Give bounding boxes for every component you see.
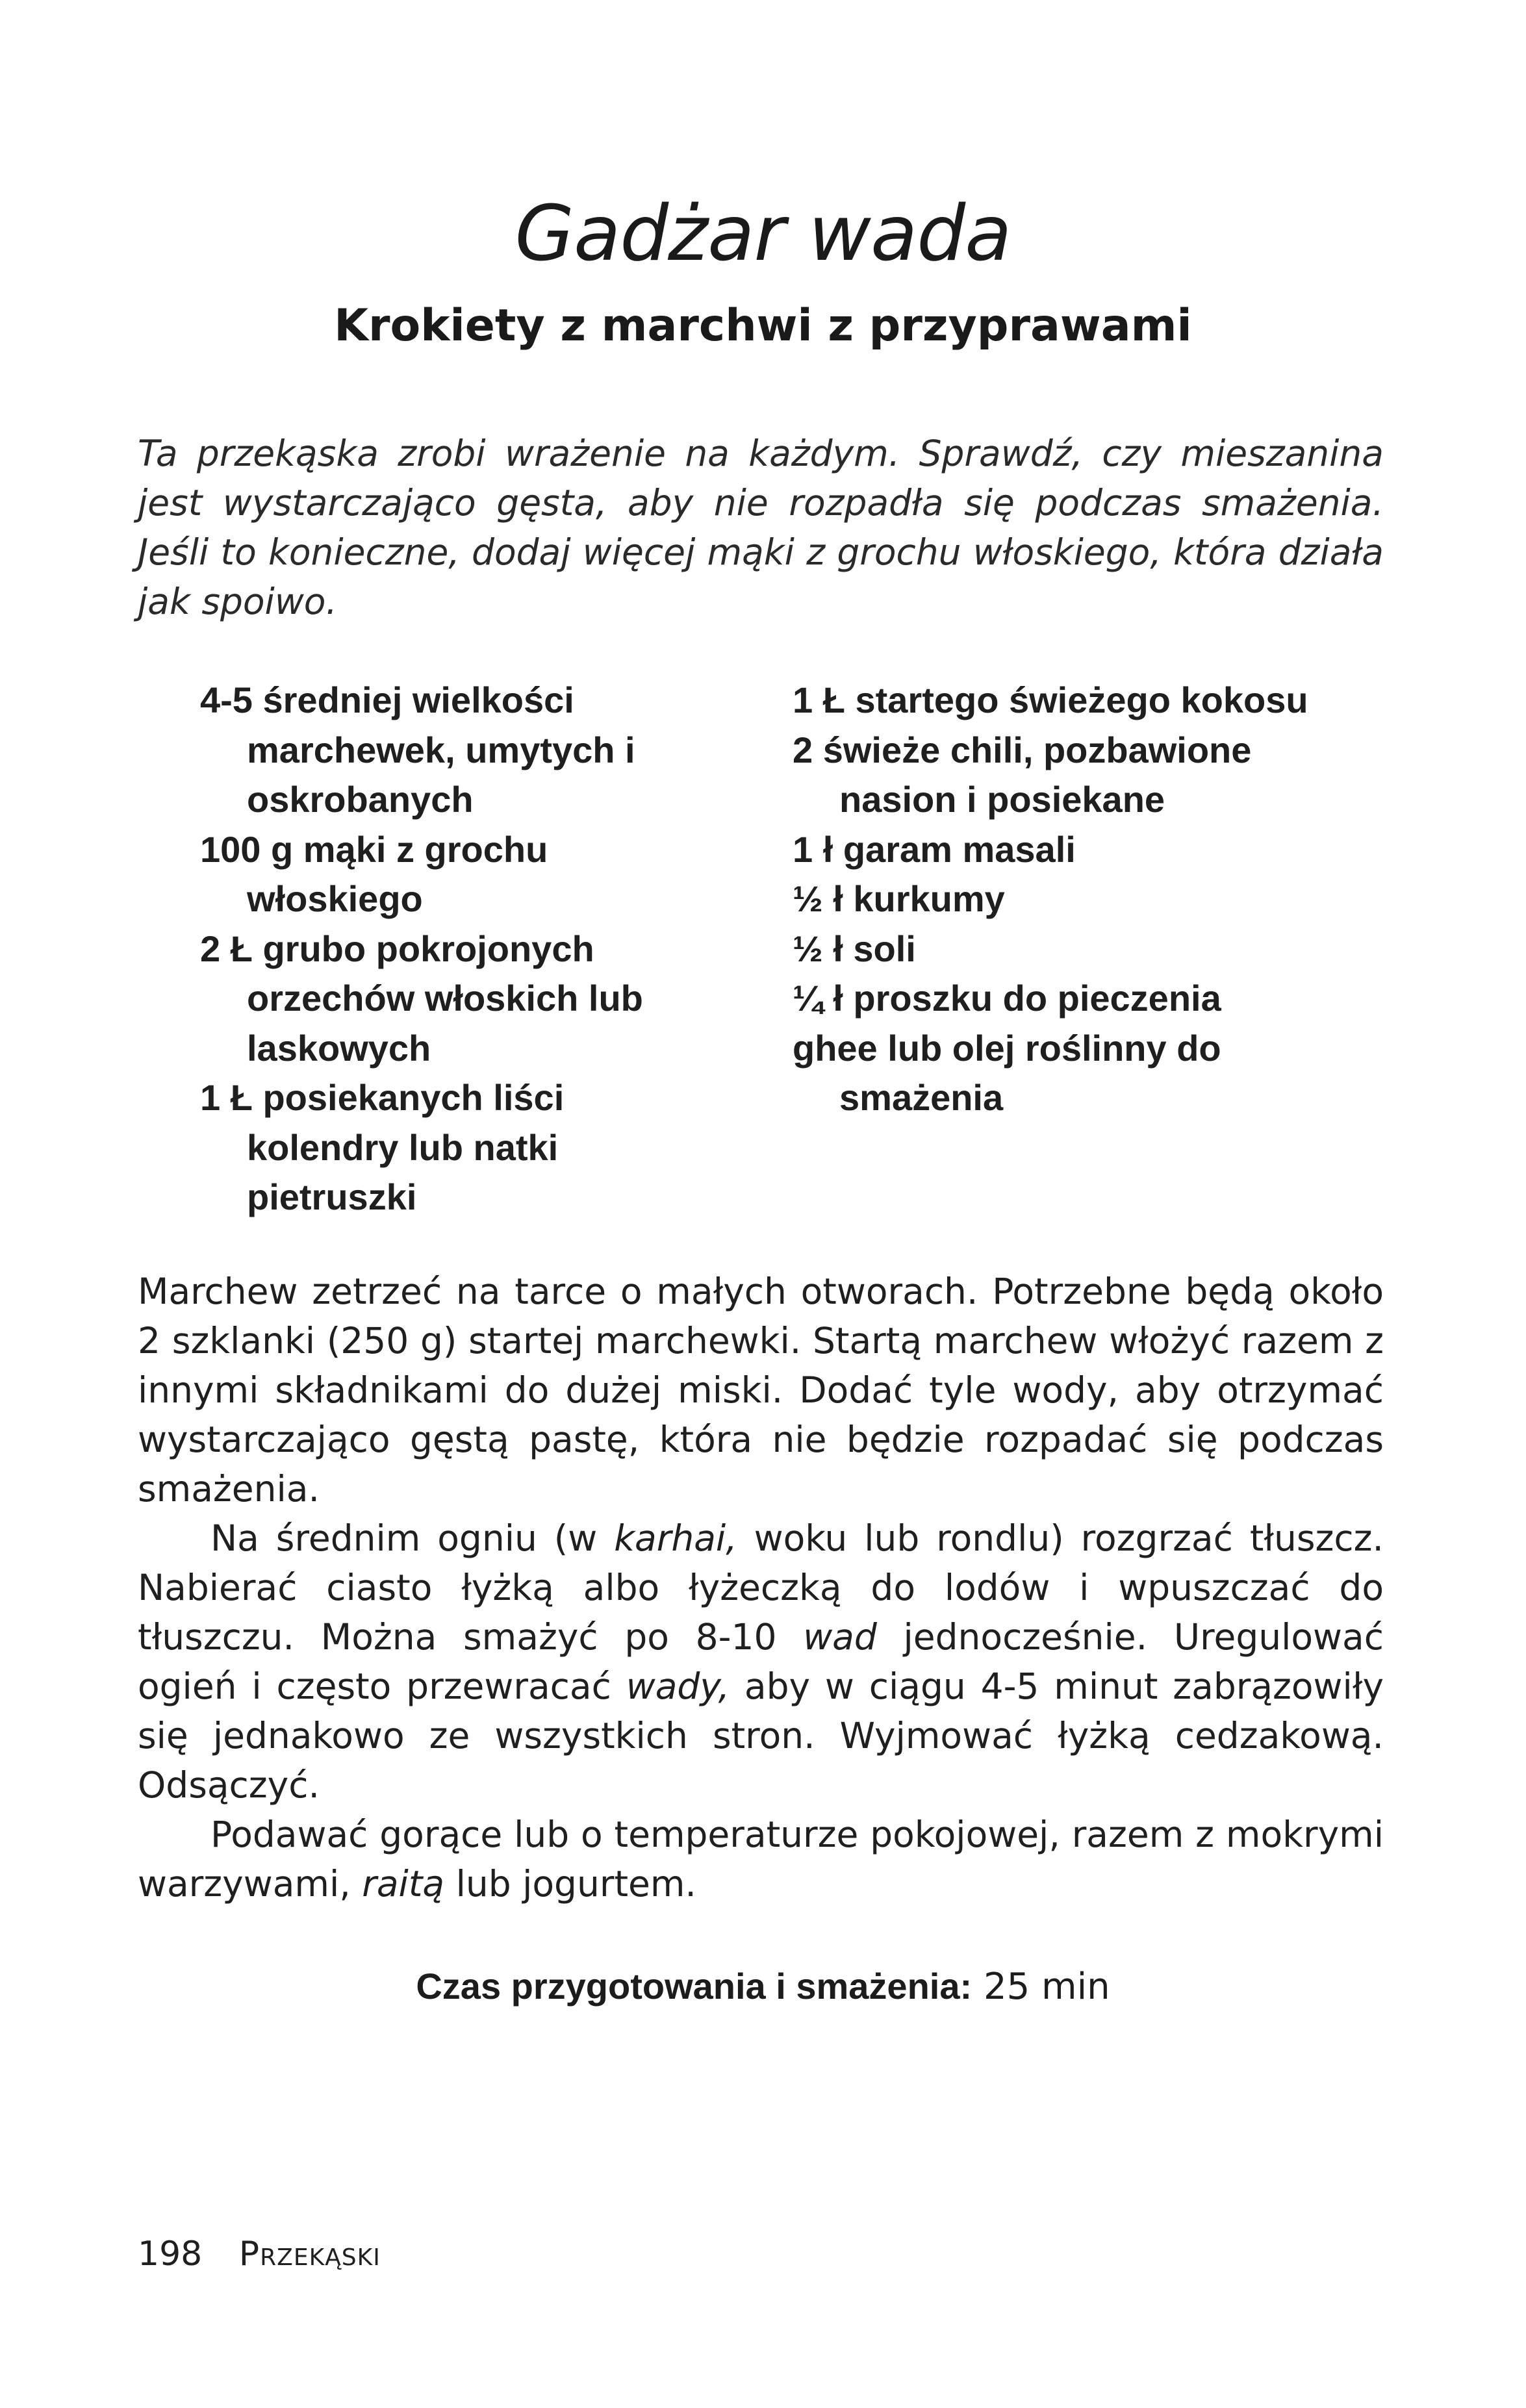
ingredient-item: 1 Ł posiekanych liści kolendry lub natki pietruszki: [200, 1077, 565, 1217]
ingredient-item: 100 g mąki z grochu włoskiego: [200, 828, 548, 919]
ingredient-item: 4-5 średniej wielkości marchewek, umytych i oskrobanych: [200, 679, 635, 820]
ingredient-item: 2 Ł grubo pokrojonych orzechów włoskich lub laskowych: [200, 928, 643, 1069]
page-footer: [138, 2235, 381, 2274]
method-text: lub jogurtem.: [444, 1863, 696, 1905]
ingredients-list-left: [200, 676, 707, 1223]
method-term: wad: [803, 1616, 877, 1658]
ingredient-item: ghee lub olej roślinny do smażenia: [793, 1027, 1221, 1118]
ingredients-list-right: [793, 676, 1377, 1123]
recipe-subtitle: Krokiety z marchwi z przyprawami: [334, 300, 1192, 351]
recipe-title: Gadżar wada: [515, 188, 1011, 278]
method-term: wady,: [626, 1666, 730, 1707]
ingredient-item: 2 świeże chili, pozbawione nasion i posiekane: [793, 729, 1252, 820]
method-term: raitą: [362, 1863, 445, 1905]
ingredient-item: 1 Ł startego świeżego kokosu: [793, 679, 1308, 720]
ingredient-item: ¼ ł proszku do pieczenia: [793, 978, 1221, 1019]
recipe-method: [138, 1267, 1384, 1908]
method-paragraph: Marchew zetrzeć na tarce o małych otworach. Potrzebne będą około 2 szklanki (250 g) startej marchewki. Startą marchew włożyć razem z innymi składnikami do dużej miski. Dodać tyle wody, aby otrzymać wystarczająco gęstą pastę, która nie będzie rozpadać się podczas smażenia.: [138, 1271, 1384, 1510]
ingredient-item: 1 ł garam masali: [793, 828, 1076, 870]
prep-time-label: Czas przygotowania i smażenia:: [416, 1966, 973, 2007]
method-text: jednocześnie. Uregulować ogień i często przewracać: [138, 1616, 1384, 1707]
method-text: Na średnim ogniu (w: [210, 1517, 615, 1559]
method-paragraph: [138, 1810, 1384, 1908]
ingredient-item: ½ ł soli: [793, 928, 916, 969]
recipe-intro: Ta przekąska zrobi wrażenie na każdym. Sprawdź, czy mieszanina jest wystarczająco gęsta, aby nie rozpadła się podczas smażenia. Jeśli to konieczne, dodaj więcej mąki z grochu włoskiego, która działa jak spoiwo.: [138, 433, 1384, 622]
prep-time: [0, 1965, 1526, 2008]
page-number: 198: [138, 2235, 203, 2274]
method-term: karhai,: [614, 1517, 737, 1559]
method-text: aby w ciągu 4-5 minut zabrązowiły się jednakowo ze wszystkich stron. Wyjmować łyżką cedzakową. Odsączyć.: [138, 1666, 1384, 1806]
prep-time-value: 25 min: [983, 1966, 1110, 2008]
method-text: Podawać gorące lub o temperaturze pokojowej, razem z mokrymi warzywami,: [138, 1814, 1384, 1905]
ingredient-item: ½ ł kurkumy: [793, 878, 1005, 919]
method-text: woku lub rondlu) rozgrzać tłuszcz. Nabierać ciasto łyżką albo łyżeczką do lodów i wpuszczać do tłuszczu. Można smażyć po 8-10: [138, 1517, 1384, 1658]
method-paragraph: [138, 1514, 1384, 1810]
section-name: Przekąski: [238, 2235, 381, 2274]
